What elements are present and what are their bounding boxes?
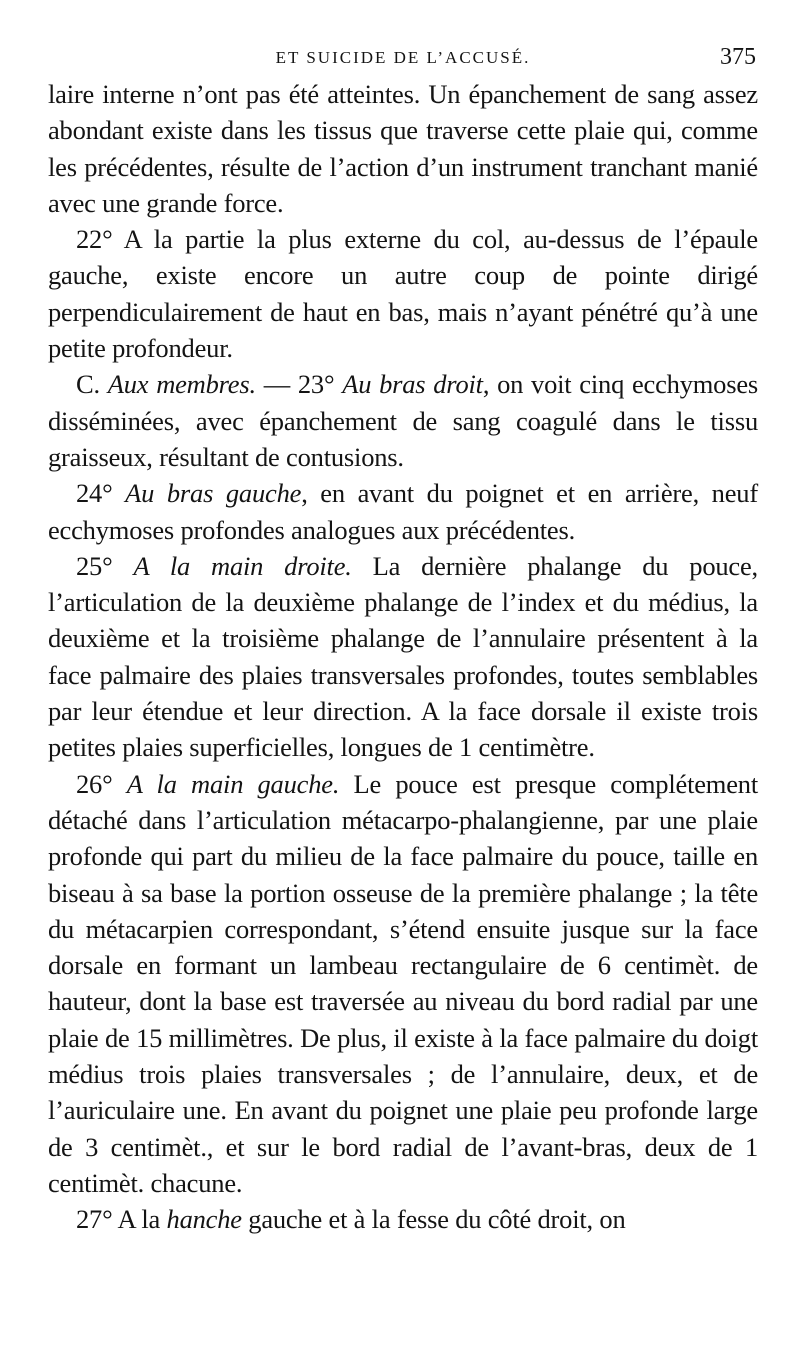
text-run: C. [76, 369, 108, 400]
italic-heading: Au bras gauche [125, 478, 302, 509]
text-run: — 23° [255, 369, 343, 400]
page-number: 375 [720, 44, 756, 70]
italic-heading: Aux membres. [107, 369, 256, 400]
paragraph-p-27 [48, 1201, 758, 1237]
text-run: , on voit cinq ecchymoses disséminées, avec épanchement de sang coagulé dans le tissu graisseux, résultant de contusions. [48, 369, 758, 472]
text-run: 27° A la [76, 1204, 167, 1235]
text-run: 25° [76, 550, 134, 581]
text-run: 22° A la partie la plus externe du col, au-dessus de l’épaule gauche, existe encore un autre coup de pointe dirigé perpendiculairement de haut en bas, mais n’ayant pénétré qu’à une petite profondeur. [48, 224, 758, 364]
text-run: laire interne n’ont pas été atteintes. Un épanchement de sang assez abondant existe dans les tissus que traverse cette plaie qui, comme les précédentes, résulte de l’action d’un instrument tranchant manié avec une grande force. [48, 79, 758, 218]
text-run: Le pouce est presque complétement détaché dans l’articulation métacarpo-phalangienne, par une plaie profonde qui part du milieu de la face palmaire du pouce, taille en biseau à sa base la portion osseuse de la première phalange ; la tête du métacarpien correspondant, s’étend ensuite jusque sur la face dorsale en formant un lambeau rectangulaire de 6 centimèt. de hauteur, dont la base est traversée au niveau du bord radial par une plaie de 15 millimètres. De plus, il existe à la face palmaire du doigt médius trois plaies transversales ; de l’annulaire, deux, et de l’auriculaire une. En avant du poignet une plaie peu profonde large de 3 centimèt., et sur le bord radial de l’avant-bras, deux de 1 centimèt. chacune. [48, 768, 758, 1198]
italic-heading: Au bras droit [342, 369, 483, 400]
paragraph-p-22 [48, 221, 758, 366]
page-header [48, 40, 758, 76]
text-run: gauche et à la fesse du côté droit, on [241, 1204, 626, 1235]
paragraph-p-25 [48, 548, 758, 766]
text-run: , en avant du poignet et en arrière, neuf ecchymoses profondes analogues aux précédentes. [48, 478, 758, 545]
paragraph-p-c [48, 366, 758, 475]
body-text [48, 76, 758, 1238]
text-run: 24° [76, 478, 126, 509]
italic-heading: A la main droite. [133, 550, 352, 581]
italic-heading: A la main gauche. [126, 768, 340, 799]
text-run: 26° [76, 768, 127, 799]
paragraph-p-26 [48, 766, 758, 1202]
text-run: La dernière phalange du pouce, l’articulation de la deuxième phalange de l’index et du médius, la deuxième et la troisième phalange de l’annulaire présentent à la face palmaire des plaies transversales profondes, toutes semblables par leur étendue et leur direction. A la face dorsale il existe trois petites plaies superficielles, longues de 1 centimètre. [48, 550, 758, 763]
running-head: ET SUICIDE DE L’ACCUSÉ. [275, 48, 531, 67]
paragraph-p-24 [48, 475, 758, 548]
italic-heading: hanche [166, 1204, 242, 1235]
paragraph-p-cont [48, 76, 758, 221]
